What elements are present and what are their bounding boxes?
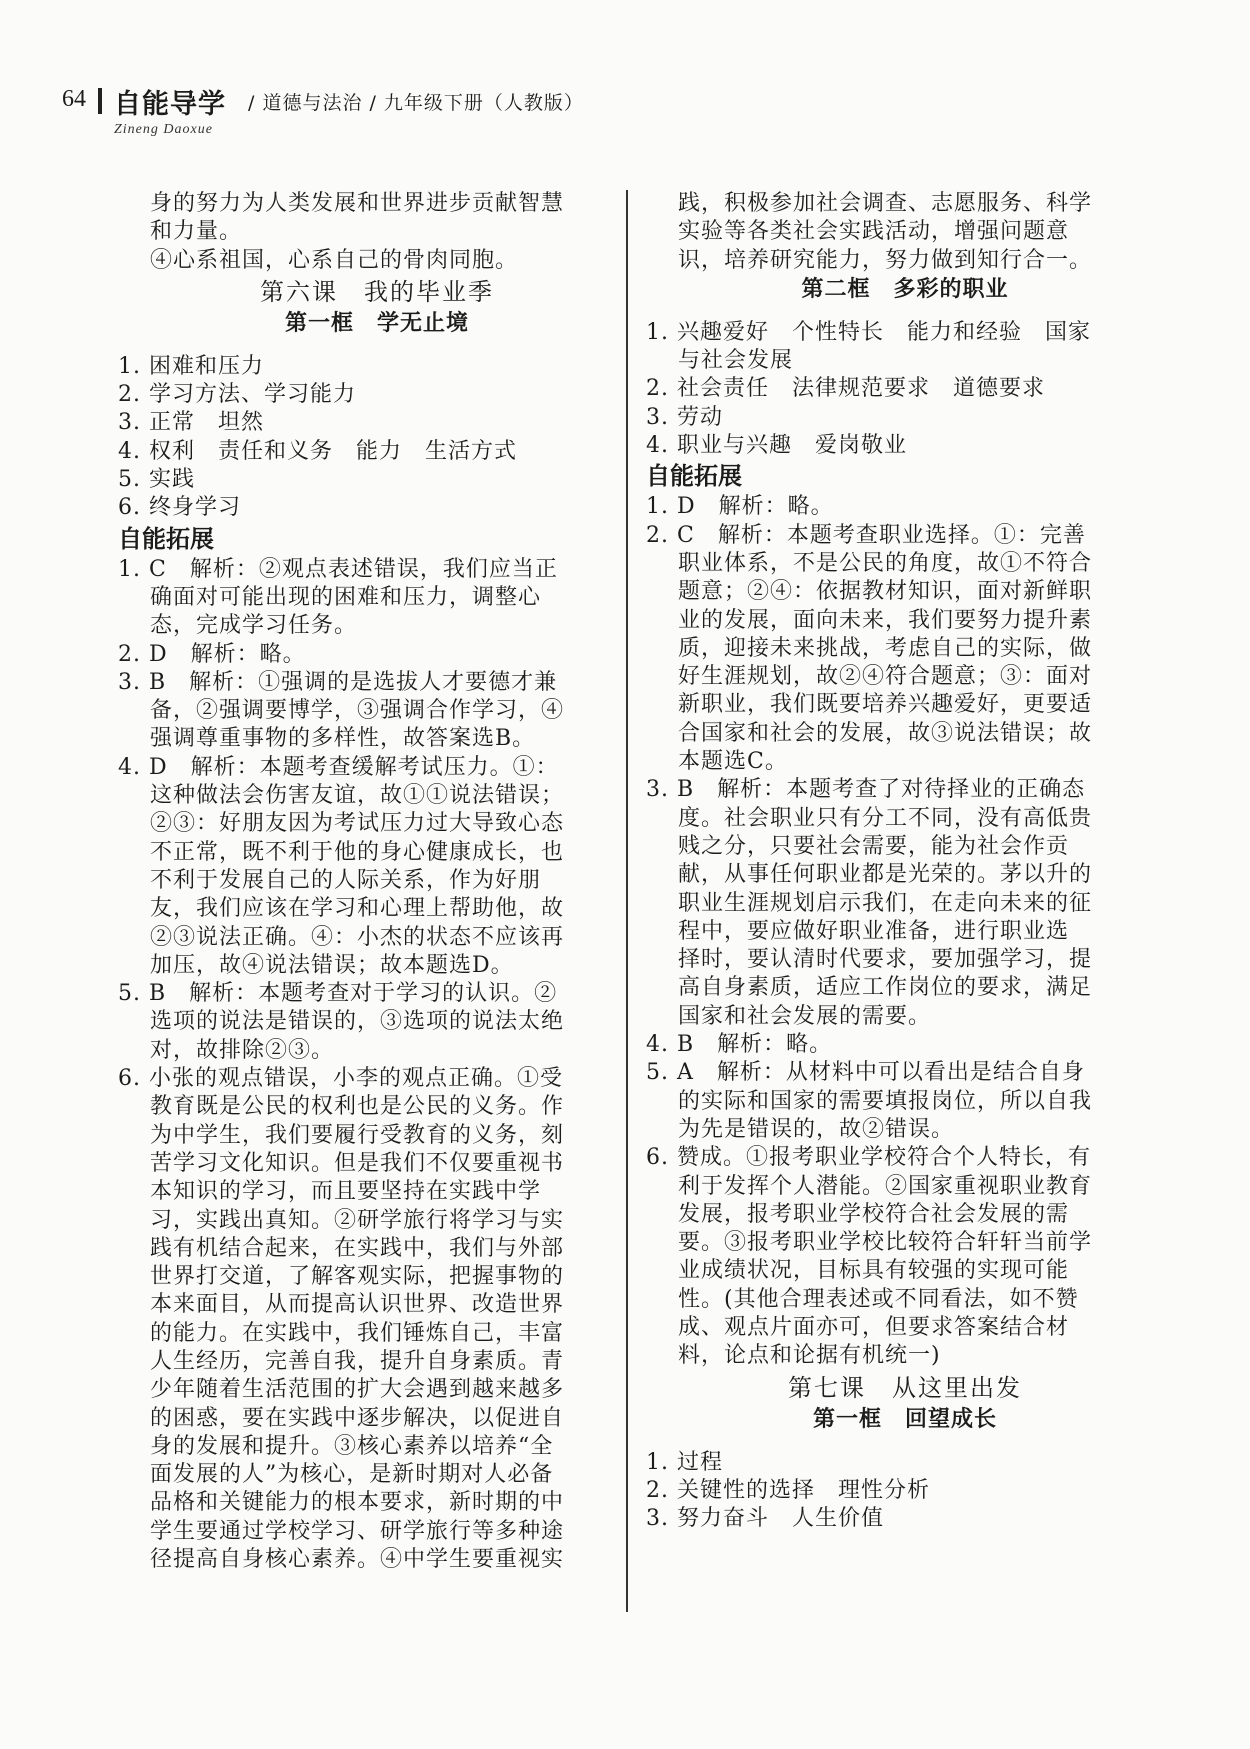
answer-line: 的困惑，要在实践中逐步解决，以促进自: [150, 1405, 565, 1431]
lesson-title: 第六课 我的毕业季: [260, 277, 494, 306]
answer-line: 3. 正常 坦然: [118, 410, 264, 436]
answer-line: 实验等各类社会实践活动，增强问题意: [678, 219, 1070, 245]
answer-line: 身的发展和提升。③核心素养以培养“全: [150, 1433, 554, 1459]
answer-line: 与社会发展: [678, 348, 794, 374]
answer-line: 的能力。在实践中，我们锤炼自己，丰富: [150, 1320, 565, 1346]
answer-line: 对，故排除②③。: [150, 1037, 335, 1063]
answer-line: 态，完成学习任务。: [150, 613, 358, 639]
answer-line: 品格和关键能力的根本要求，新时期的中: [150, 1490, 565, 1516]
answer-line: 为中学生，我们要履行受教育的义务，刻: [150, 1122, 565, 1148]
answer-line: 性。(其他合理表述或不同看法，如不赞: [678, 1286, 1079, 1312]
answer-line: 少年随着生活范围的扩大会遇到越来越多: [150, 1377, 565, 1403]
answer-line: 献，从事任何职业都是光荣的。茅以升的: [678, 862, 1093, 888]
answer-line: 业的发展，面向未来，我们要努力提升素: [678, 607, 1093, 633]
answer-line: 践，积极参加社会调查、志愿服务、科学: [678, 191, 1093, 216]
section-title: 第一框 回望成长: [812, 1406, 997, 1432]
page-number: 64: [62, 86, 86, 112]
answer-line: 学生要通过学校学习、研学旅行等多种途: [150, 1518, 565, 1544]
answer-line: 2. 学习方法、学习能力: [118, 382, 356, 408]
answer-line: 为先是错误的，故②错误。: [678, 1116, 955, 1142]
answer-line: 合国家和社会的发展，故③说法错误；故: [678, 720, 1093, 746]
answer-line: 世界打交道，了解客观实际，把握事物的: [150, 1264, 565, 1290]
answer-line: 本来面目，从而提高认识世界、改造世界: [150, 1292, 565, 1318]
answer-line: 3. 努力奋斗 人生价值: [646, 1506, 884, 1532]
answer-line: 3. B 解析：①强调的是选拔人才要德才兼: [118, 669, 558, 695]
answer-line: 6. 小张的观点错误，小李的观点正确。①受: [118, 1066, 563, 1092]
answer-line: 6. 终身学习: [118, 495, 241, 521]
answer-line: 高自身素质，适应工作岗位的要求，满足: [678, 975, 1093, 1001]
answer-line: 确面对可能出现的困难和压力，调整心: [150, 584, 542, 610]
answer-line: 践有机结合起来，在实践中，我们与外部: [150, 1235, 565, 1261]
right-column: [646, 190, 1134, 1533]
answer-line: 本知识的学习，而且要坚持在实践中学: [150, 1179, 542, 1205]
answer-line: 职业生涯规划启示我们，在走向未来的征: [678, 890, 1093, 916]
answer-line: 1. 困难和压力: [118, 353, 264, 379]
answer-line: ②③：好朋友因为考试压力过大导致心态: [150, 811, 565, 837]
answer-line: 题意；②④：依据教材知识，面对新鲜职: [678, 579, 1093, 605]
answer-line: 友，我们应该在学习和心理上帮助他，故: [150, 896, 565, 922]
answer-line: 1. D 解析：略。: [646, 494, 834, 520]
answer-line: 5. A 解析：从材料中可以看出是结合自身: [646, 1060, 1085, 1086]
brand-pinyin: Zineng Daoxue: [114, 122, 213, 137]
answer-line: 备，②强调要博学，③强调合作学习，④: [150, 698, 565, 724]
answer-line: 成、观点片面亦可，但要求答案结合材: [678, 1314, 1070, 1340]
header-divider: [98, 88, 102, 114]
answer-line: 加压，故④说法错误；故本题选D。: [150, 952, 514, 978]
answer-line: 6. 赞成。①报考职业学校符合个人特长，有: [646, 1145, 1091, 1171]
answer-line: 4. 权利 责任和义务 能力 生活方式: [118, 438, 517, 464]
answer-line: 要。③报考职业学校比较符合轩轩当前学: [678, 1230, 1093, 1256]
answer-line: 习，实践出真知。②研学旅行将学习与实: [150, 1207, 565, 1233]
answer-line: ④心系祖国，心系自己的骨肉同胞。: [150, 247, 519, 273]
column-divider: [626, 190, 628, 1612]
answer-line: 择时，要认清时代要求，要加强学习，提: [678, 947, 1093, 973]
answer-line: 3. B 解析：本题考查了对待择业的正确态: [646, 777, 1086, 803]
answer-line: 面发展的人”为核心，是新时期对人必备: [150, 1462, 554, 1488]
book-subtitle: / 道德与法治 / 九年级下册（人教版）: [248, 92, 584, 114]
answer-line: 程中，要应做好职业准备，进行职业选: [678, 918, 1070, 944]
answer-line: 利于发挥个人潜能。②国家重视职业教育: [678, 1173, 1093, 1199]
answer-line: 新职业，我们既要培养兴趣爱好，更要适: [678, 692, 1093, 718]
answer-line: 身的努力为人类发展和世界进步贡献智慧: [150, 191, 565, 216]
answer-line: 好生涯规划，故②④符合题意；③：面对: [678, 664, 1093, 690]
answer-line: 强调尊重事物的多样性，故答案选B。: [150, 726, 536, 752]
answer-line: 4. 职业与兴趣 爱岗敬业: [646, 433, 907, 459]
answer-line: 这种做法会伤害友谊，故①①说法错误；: [150, 783, 565, 809]
answer-line: 4. B 解析：略。: [646, 1032, 833, 1058]
answer-line: 本题选C。: [678, 749, 788, 775]
answer-line: 识，培养研究能力，努力做到知行合一。: [678, 247, 1093, 273]
answer-line: 5. B 解析：本题考查对于学习的认识。②: [118, 981, 558, 1007]
answer-line: 1. 兴趣爱好 个性特长 能力和经验 国家: [646, 319, 1091, 345]
answer-line: 质，迎接未来挑战，考虑自己的实际，做: [678, 635, 1093, 661]
answer-line: 4. D 解析：本题考查缓解考试压力。①：: [118, 754, 559, 780]
answer-line: 贱之分，只要社会需要，能为社会作贡: [678, 833, 1070, 859]
answer-line: ②③说法正确。④：小杰的状态不应该再: [150, 924, 565, 950]
answer-line: 3. 劳动: [646, 404, 723, 430]
answer-line: 不正常，既不利于他的身心健康成长，也: [150, 839, 565, 865]
answer-line: 苦学习文化知识。但是我们不仅要重视书: [150, 1150, 565, 1176]
answer-line: 人生经历，完善自我，提升自身素质。青: [150, 1348, 565, 1374]
answer-line: 职业体系，不是公民的角度，故①不符合: [678, 550, 1093, 576]
answer-line: 1. C 解析：②观点表述错误，我们应当正: [118, 556, 558, 582]
answer-line: 国家和社会发展的需要。: [678, 1003, 932, 1029]
extension-heading: 自能拓展: [118, 524, 214, 553]
answer-line: 2. C 解析：本题考查职业选择。①：完善: [646, 522, 1086, 548]
answer-line: 度。社会职业只有分工不同，没有高低贵: [678, 805, 1093, 831]
answer-line: 选项的说法是错误的，③选项的说法太绝: [150, 1009, 565, 1035]
section-title: 第二框 多彩的职业: [801, 276, 1009, 302]
section-title: 第一框 学无止境: [284, 310, 469, 336]
book-brand: 自能导学: [114, 89, 226, 120]
answer-line: 径提高自身核心素养。④中学生要重视实: [150, 1547, 565, 1573]
answer-line: 5. 实践: [118, 467, 195, 493]
answer-line: 1. 过程: [646, 1449, 723, 1475]
extension-heading: 自能拓展: [646, 462, 742, 491]
answer-line: 不利于发展自己的人际关系，作为好朋: [150, 867, 542, 893]
answer-line: 2. D 解析：略。: [118, 641, 306, 667]
answer-line: 业成绩状况，目标具有较强的实现可能: [678, 1258, 1070, 1284]
answer-line: 2. 关键性的选择 理性分析: [646, 1477, 930, 1503]
left-column: [118, 190, 606, 1574]
answer-line: 发展，报考职业学校符合社会发展的需: [678, 1201, 1070, 1227]
answer-line: 料，论点和论据有机统一): [678, 1343, 941, 1369]
answer-line: 教育既是公民的权利也是公民的义务。作: [150, 1094, 565, 1120]
answer-line: 2. 社会责任 法律规范要求 道德要求: [646, 376, 1045, 402]
page-header: [62, 82, 762, 142]
answer-line: 的实际和国家的需要填报岗位，所以自我: [678, 1088, 1093, 1114]
answer-line: 和力量。: [150, 219, 243, 245]
lesson-title: 第七课 从这里出发: [788, 1373, 1022, 1402]
